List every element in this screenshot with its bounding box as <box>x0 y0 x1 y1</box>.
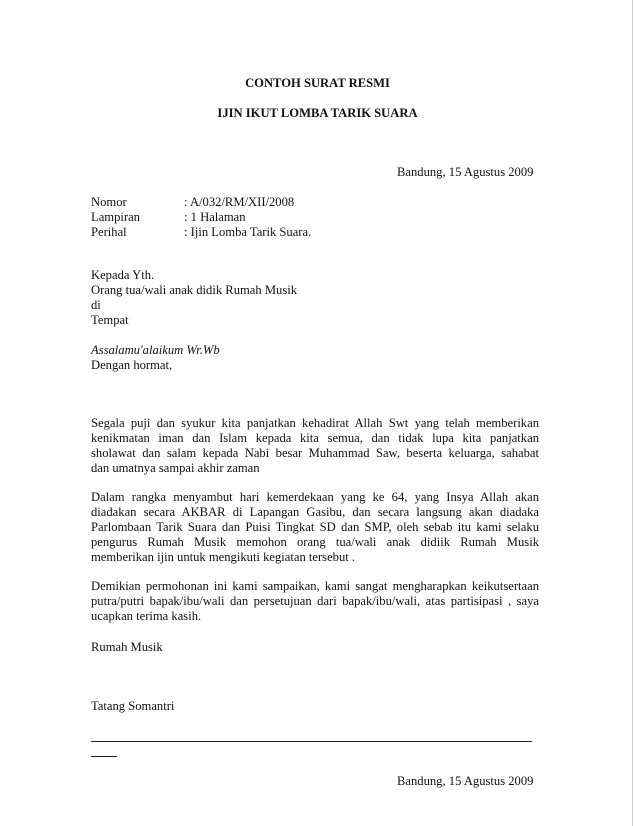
paragraph-1-line: sholawat dan salam kepada Nabi besar Muhammad Saw, beserta keluarga, sahabat <box>91 446 539 460</box>
signer-name: Tatang Somantri <box>91 699 175 713</box>
meta-value-perihal: : Ijin Lomba Tarik Suara. <box>184 225 312 239</box>
paragraph-1 <box>91 416 539 476</box>
paragraph-3-line: putra/putri bapak/ibu/wali dan persetujuan dari bapak/ibu/wali, atas partisipasi , saya <box>91 594 539 608</box>
meta-value-nomor: : A/032/RM/XII/2008 <box>184 195 295 209</box>
recipient-line-1: Kepada Yth. <box>91 268 155 282</box>
sender-name: Rumah Musik <box>91 640 163 654</box>
paragraph-3-line: Demikian permohonan ini kami sampaikan, kami sangat mengharapkan keikutsertaan <box>91 579 539 593</box>
letter-subtitle: IJIN IKUT LOMBA TARIK SUARA <box>217 106 418 120</box>
date-top: Bandung, 15 Agustus 2009 <box>397 165 534 179</box>
meta-label-nomor: Nomor <box>91 195 127 209</box>
letter-title: CONTOH SURAT RESMI <box>245 76 390 90</box>
paragraph-3-line: ucapkan terima kasih. <box>91 609 202 623</box>
recipient-line-2: Orang tua/wali anak didik Rumah Musik <box>91 283 298 297</box>
paragraph-2-line: diadakan secara AKBAR di Lapangan Gasibu, dan secara langsung akan diadaka <box>91 505 539 519</box>
paragraph-3 <box>91 579 539 624</box>
paragraph-2-line: Dalam rangka menyambut hari kemerdekaan yang ke 64, yang Insya Allah akan <box>91 490 539 504</box>
paragraph-2-line: memberikan ijin untuk mengikuti kegiatan tersebut . <box>91 550 356 564</box>
recipient-line-4: Tempat <box>91 313 129 327</box>
greeting-salam: Assalamu'alaikum Wr.Wb <box>91 343 220 357</box>
paragraph-1-line: dan umatnya sampai akhir zaman <box>91 461 260 475</box>
signature-line <box>91 741 532 742</box>
paragraph-2-line: pengurus Rumah Musik memohon orang tua/wali anak didiik Rumah Musik <box>91 535 539 549</box>
paragraph-1-line: kenikmatan iman dan Islam kepada kita semua, dan tidak lupa kita panjatkan <box>91 431 539 445</box>
recipient-line-3: di <box>91 298 101 312</box>
meta-value-lampiran: : 1 Halaman <box>184 210 246 224</box>
meta-label-lampiran: Lampiran <box>91 210 140 224</box>
paragraph-2-line: Parlombaan Tarik Suara dan Puisi Tingkat SD dan SMP, oleh sebab itu kami selaku <box>91 520 539 534</box>
greeting-hormat: Dengan hormat, <box>91 358 173 372</box>
meta-label-perihal: Perihal <box>91 225 127 239</box>
paragraph-1-line: Segala puji dan syukur kita panjatkan kehadirat Allah Swt yang telah memberikan <box>91 416 539 430</box>
paragraph-2 <box>91 490 539 565</box>
date-bottom: Bandung, 15 Agustus 2009 <box>397 774 534 788</box>
signature-line-short <box>91 756 117 757</box>
